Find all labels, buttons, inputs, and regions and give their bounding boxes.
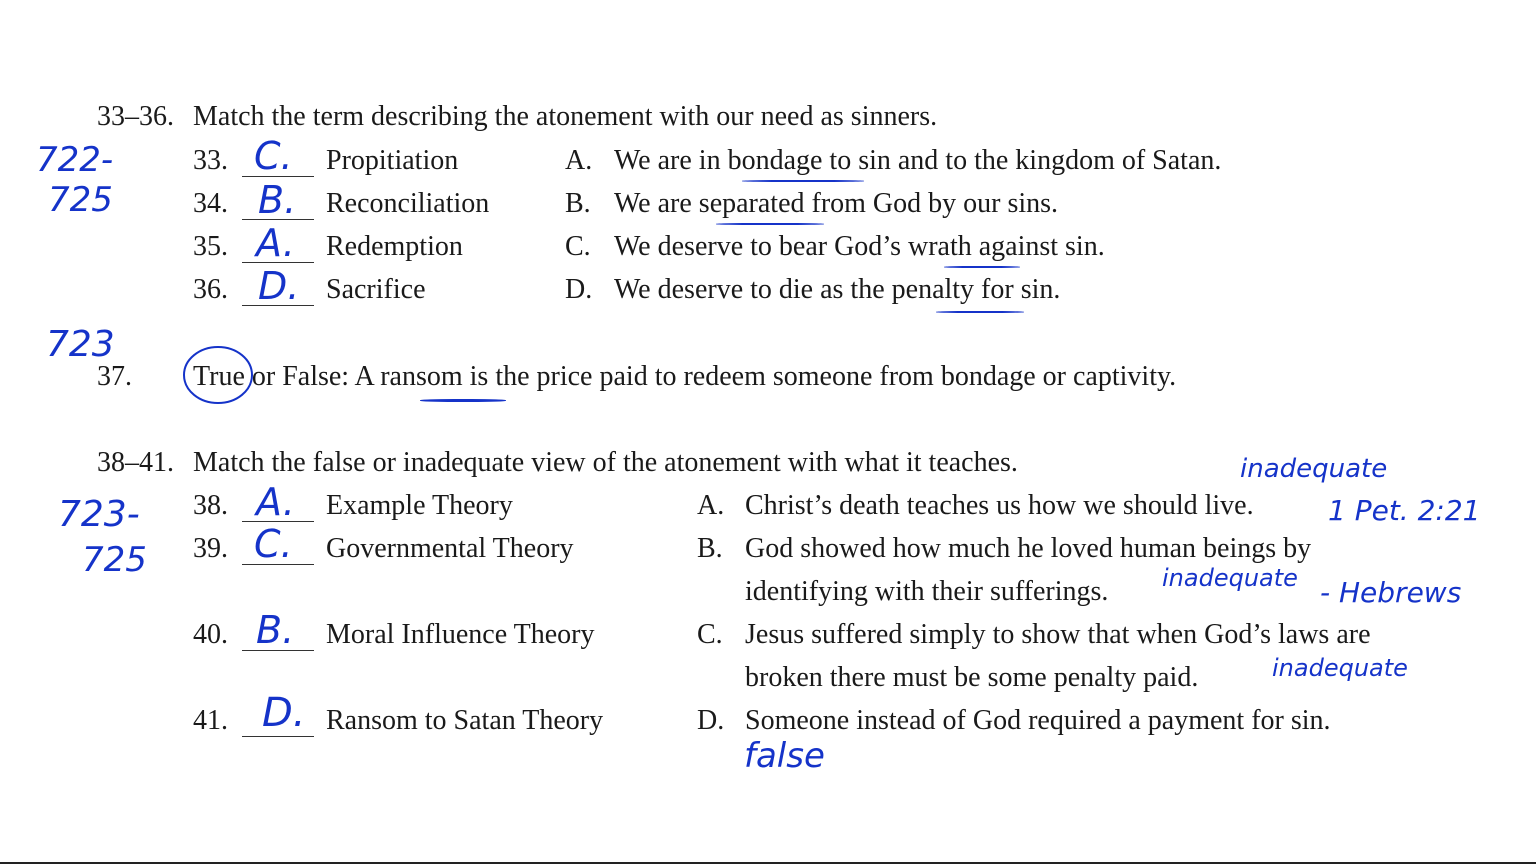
term-label: Sacrifice xyxy=(326,274,426,305)
option-letter: C. xyxy=(565,231,591,262)
option-text-line1: God showed how much he loved human beings by xyxy=(745,533,1312,564)
ink-underline-wrath xyxy=(944,266,1020,268)
item-number: 34. xyxy=(193,188,228,219)
option-letter: C. xyxy=(697,619,723,650)
handwritten-answer: A. xyxy=(256,480,295,524)
option-text: We are in bondage to sin and to the kingdom of Satan. xyxy=(614,145,1222,176)
option-text: Christ’s death teaches us how we should live. xyxy=(745,490,1254,521)
true-choice[interactable]: True xyxy=(193,361,245,392)
question37-text xyxy=(193,360,1176,394)
annotation-reference-1-peter: 1 Pet. 2:21 xyxy=(1328,494,1481,527)
margin-note-page-725: 725 xyxy=(48,180,113,220)
section2-range: 38–41. xyxy=(97,447,174,478)
handwritten-answer: D. xyxy=(258,264,300,308)
item-number: 36. xyxy=(193,274,228,305)
annotation-false-d: false xyxy=(744,736,825,776)
annotation-inadequate-a: inadequate xyxy=(1240,454,1388,484)
statement-text: or False: A ransom is the price paid to redeem someone from bondage or captivity. xyxy=(244,361,1177,392)
option-text-line2: identifying with their sufferings. xyxy=(745,576,1109,607)
handwritten-answer: C. xyxy=(254,522,293,566)
term-label: Reconciliation xyxy=(326,188,490,219)
item-number: 35. xyxy=(193,231,228,262)
item-number: 33. xyxy=(193,145,228,176)
margin-note-page-723: 723 xyxy=(46,324,115,365)
section2-instruction: Match the false or inadequate view of the atonement with what it teaches. xyxy=(193,447,1018,478)
item-number: 38. xyxy=(193,490,228,521)
option-text-line1: Jesus suffered simply to show that when God’s laws are xyxy=(745,619,1371,650)
margin-note-page-722: 722- xyxy=(36,140,114,180)
annotation-reference-hebrews: - Hebrews xyxy=(1320,576,1462,609)
term-label: Redemption xyxy=(326,231,463,262)
ink-underline-bondage xyxy=(742,180,864,182)
annotation-inadequate-b: inadequate xyxy=(1162,564,1298,592)
option-letter: D. xyxy=(565,274,593,305)
handwritten-answer: A. xyxy=(256,221,295,265)
option-letter: A. xyxy=(697,490,725,521)
option-letter: B. xyxy=(697,533,723,564)
margin-note-page-725-b: 725 xyxy=(82,540,147,580)
term-label: Ransom to Satan Theory xyxy=(326,705,604,736)
margin-note-page-723-b: 723- xyxy=(58,494,140,535)
term-label: Propitiation xyxy=(326,145,459,176)
section1-range: 33–36. xyxy=(97,101,174,132)
handwritten-answer: C. xyxy=(254,134,293,178)
option-text: Someone instead of God required a payment for sin. xyxy=(745,705,1331,736)
ink-underline-separated xyxy=(716,223,824,225)
ink-underline-ransom xyxy=(420,399,506,402)
item-number: 41. xyxy=(193,705,228,736)
option-text: We deserve to bear God’s wrath against sin. xyxy=(614,231,1105,262)
handwritten-answer: B. xyxy=(258,178,297,222)
handwritten-answer: D. xyxy=(262,690,306,736)
handwritten-answer: B. xyxy=(256,608,295,652)
item-number: 39. xyxy=(193,533,228,564)
item-number: 40. xyxy=(193,619,228,650)
section1-instruction: Match the term describing the atonement with our need as sinners. xyxy=(193,101,938,132)
option-text-line2: broken there must be some penalty paid. xyxy=(745,662,1199,693)
ink-underline-penalty xyxy=(936,311,1024,313)
term-label: Moral Influence Theory xyxy=(326,619,595,650)
option-letter: D. xyxy=(697,705,725,736)
option-letter: A. xyxy=(565,145,593,176)
option-text: We deserve to die as the penalty for sin. xyxy=(614,274,1061,305)
term-label: Example Theory xyxy=(326,490,513,521)
option-text: We are separated from God by our sins. xyxy=(614,188,1059,219)
question37-number: 37. xyxy=(97,361,132,392)
term-label: Governmental Theory xyxy=(326,533,574,564)
option-letter: B. xyxy=(565,188,591,219)
answer-blank[interactable] xyxy=(242,736,314,737)
annotation-inadequate-c: inadequate xyxy=(1272,654,1408,682)
